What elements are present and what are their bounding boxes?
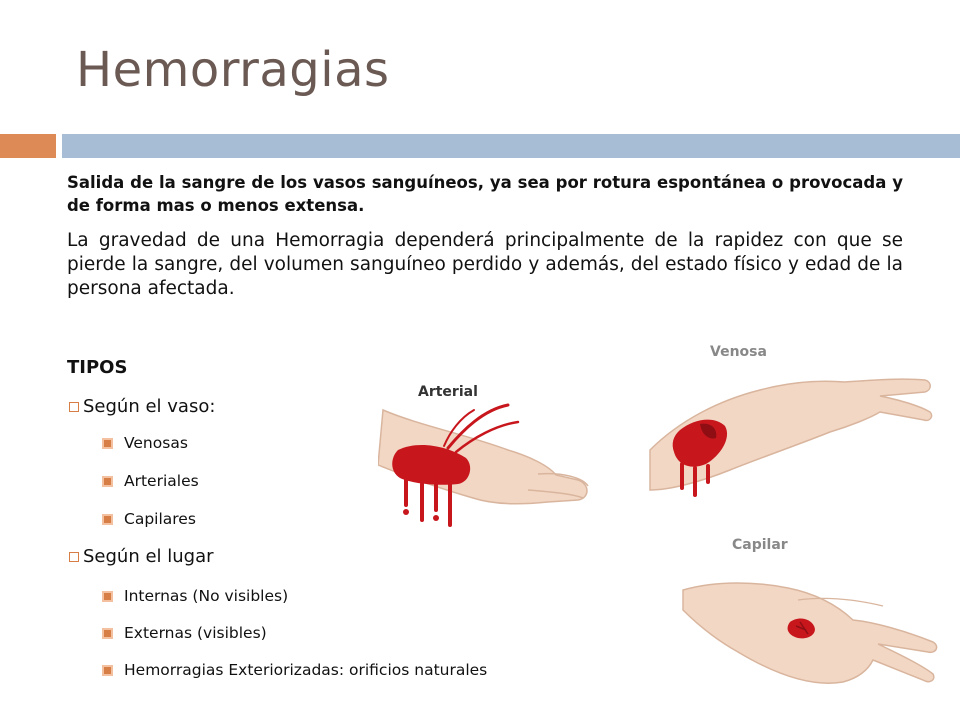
tipos-heading: TIPOS	[67, 357, 128, 378]
square-bullet-icon	[102, 665, 113, 676]
list-item-label: Internas (No visibles)	[124, 587, 289, 605]
square-bullet-icon	[102, 628, 113, 639]
square-bullet-icon	[69, 552, 79, 562]
bullet-label: Según el lugar	[83, 546, 214, 567]
capilar-label: Capilar	[732, 537, 788, 553]
bullet-group-lugar	[69, 546, 214, 567]
slide-title: Hemorragias	[76, 42, 390, 98]
list-item	[102, 624, 267, 642]
list-item-label: Hemorragias Exteriorizadas: orificios naturales	[124, 661, 488, 679]
list-item	[102, 434, 188, 452]
list-item-label: Arteriales	[124, 472, 199, 490]
list-item-label: Venosas	[124, 434, 188, 452]
venosa-label: Venosa	[710, 344, 767, 360]
square-bullet-icon	[102, 514, 113, 525]
intro-text: Salida de la sangre de los vasos sanguíneos, ya sea por rotura espontánea o provocada y de forma mas o menos extensa.	[67, 173, 903, 216]
list-item	[102, 661, 487, 679]
arterial-label: Arterial	[418, 384, 478, 400]
list-item	[102, 510, 196, 528]
capillary-hemorrhage-illustration	[678, 560, 948, 690]
arterial-hemorrhage-illustration	[378, 380, 598, 540]
square-bullet-icon	[102, 476, 113, 487]
description-text: La gravedad de una Hemorragia dependerá principalmente de la rapidez con que se pierde la sangre, del volumen sanguíneo perdido y además, del estado físico y edad de la persona afectada.	[67, 230, 903, 300]
bullet-label: Según el vaso:	[83, 396, 216, 417]
bullet-group-vaso	[69, 396, 215, 417]
list-item	[102, 587, 288, 605]
accent-bar-orange	[0, 134, 56, 158]
venous-hemorrhage-illustration	[640, 360, 940, 510]
square-bullet-icon	[102, 438, 113, 449]
accent-bar-blue	[62, 134, 960, 158]
square-bullet-icon	[69, 402, 79, 412]
list-item-label: Capilares	[124, 510, 196, 528]
square-bullet-icon	[102, 591, 113, 602]
list-item	[102, 472, 199, 490]
list-item-label: Externas (visibles)	[124, 624, 267, 642]
